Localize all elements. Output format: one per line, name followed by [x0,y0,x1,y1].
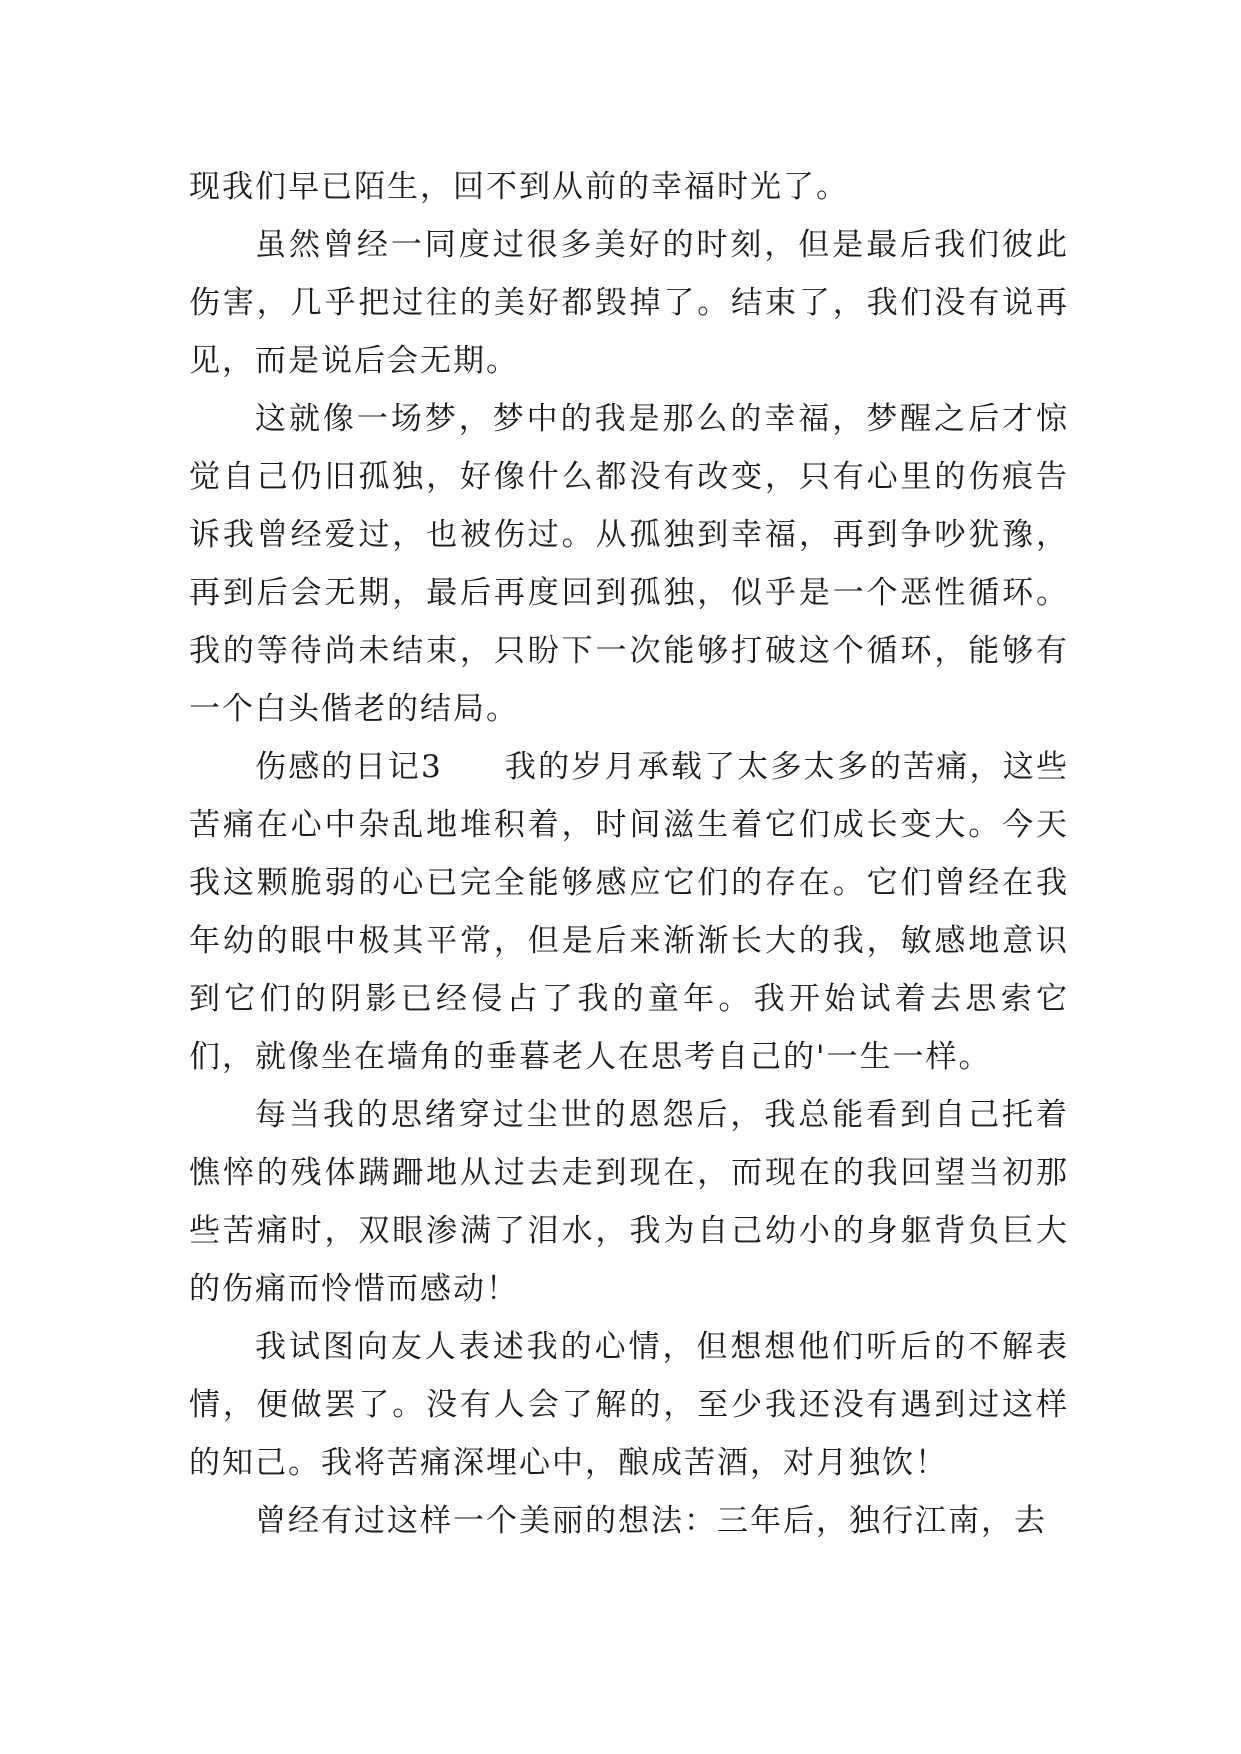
diary-heading: 伤感的日记3 [255,749,443,785]
paragraph-text: 我的岁月承载了太多太多的苦痛，这些苦痛在心中杂乱地堆积着，时间滋生着它们成长变大。今天我这颗脆弱的心已完全能够感应它们的存在。它们曾经在我年幼的眼中极其平常，但是后来渐渐长大的我，敏感地意识到它们的阴影已经侵占了我的童年。我开始试着去思索它们，就像坐在墙角的垂暮老人在思考自己的'一生一样。 [189,749,1069,1075]
paragraph: 虽然曾经一同度过很多美好的时刻，但是最后我们彼此伤害，几乎把过往的美好都毁掉了。结束了，我们没有说再见，而是说后会无期。 [189,227,1069,379]
paragraph: 现我们早已陌生，回不到从前的幸福时光了。 [189,169,849,205]
paragraph: 曾经有过这样一个美丽的想法：三年后，独行江南，去 [255,1503,1047,1539]
paragraph: 这就像一场梦，梦中的我是那么的幸福，梦醒之后才惊觉自己仍旧孤独，好像什么都没有改变，只有心里的伤痕告诉我曾经爱过，也被伤过。从孤独到幸福，再到争吵犹豫，再到后会无期，最后再度回到孤独，似乎是一个恶性循环。我的等待尚未结束，只盼下一次能够打破这个循环，能够有一个白头偕老的结局。 [189,401,1069,727]
paragraph: 每当我的思绪穿过尘世的恩怨后，我总能看到自己托着憔悴的残体蹒跚地从过去走到现在，而现在的我回望当初那些苦痛时，双眼渗满了泪水，我为自己幼小的身躯背负巨大的伤痛而怜惜而感动！ [189,1097,1069,1307]
document-body [189,158,1069,1550]
paragraph-with-heading [189,738,1069,1086]
paragraph: 我试图向友人表述我的心情，但想想他们听后的不解表情，便做罢了。没有人会了解的，至少我还没有遇到过这样的知己。我将苦痛深埋心中，酿成苦酒，对月独饮！ [189,1329,1069,1481]
